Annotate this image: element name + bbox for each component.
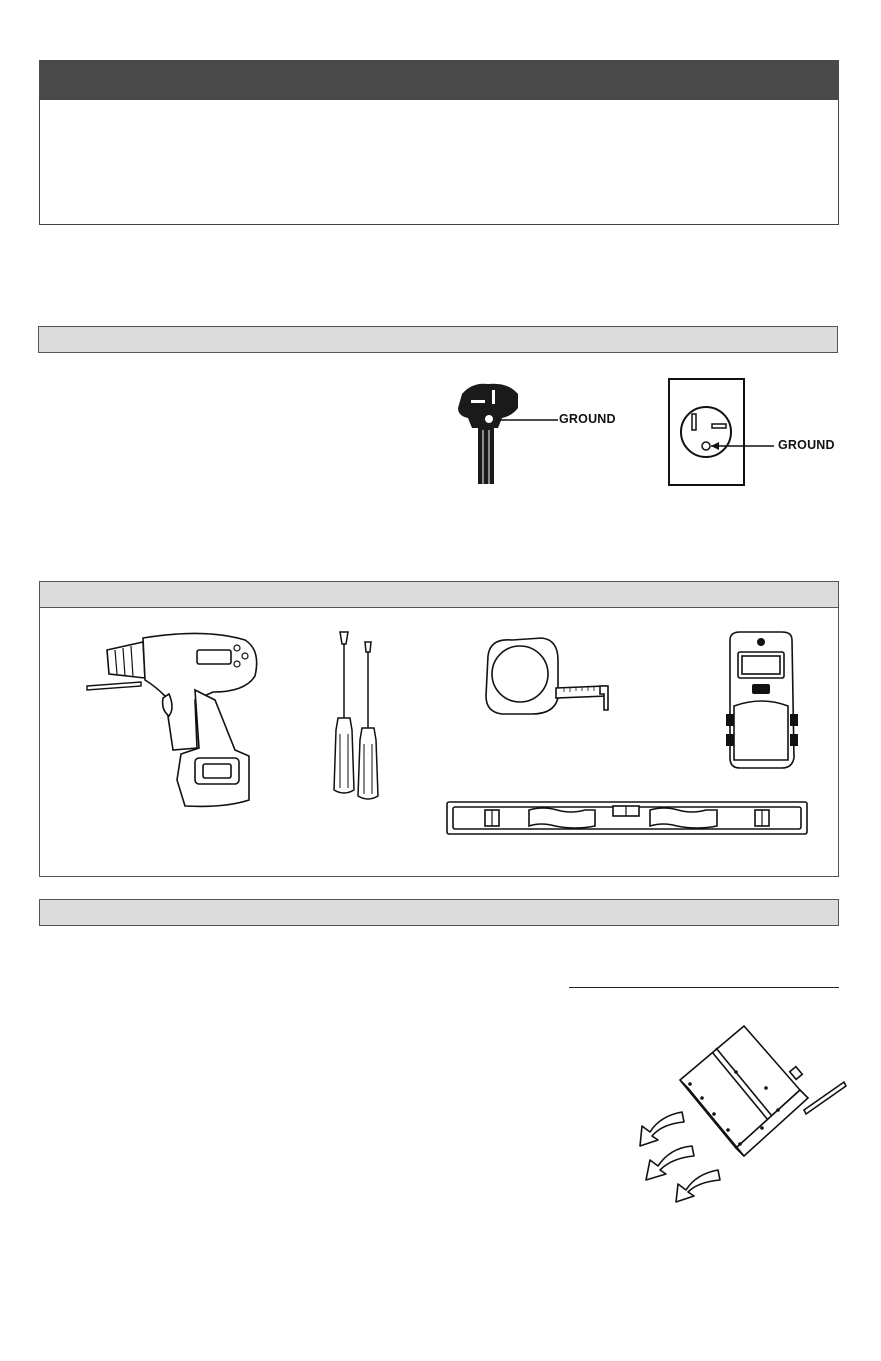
cordless-drill-icon (85, 630, 275, 810)
stud-finder-icon (722, 630, 802, 772)
grounding-section-bar (38, 326, 838, 353)
level-icon (445, 800, 810, 836)
heater-airflow-icon (632, 1024, 852, 1204)
grounded-outlet-icon (668, 378, 778, 488)
divider-line (569, 987, 839, 988)
screwdrivers-icon (330, 630, 390, 800)
tape-measure-icon (482, 636, 612, 720)
outlet-ground-label: GROUND (778, 438, 835, 452)
grounded-plug-icon (450, 380, 520, 485)
tools-section-bar (39, 581, 839, 608)
location-section-bar (39, 899, 839, 926)
plug-ground-label: GROUND (559, 412, 616, 426)
top-header-bar (39, 60, 839, 100)
